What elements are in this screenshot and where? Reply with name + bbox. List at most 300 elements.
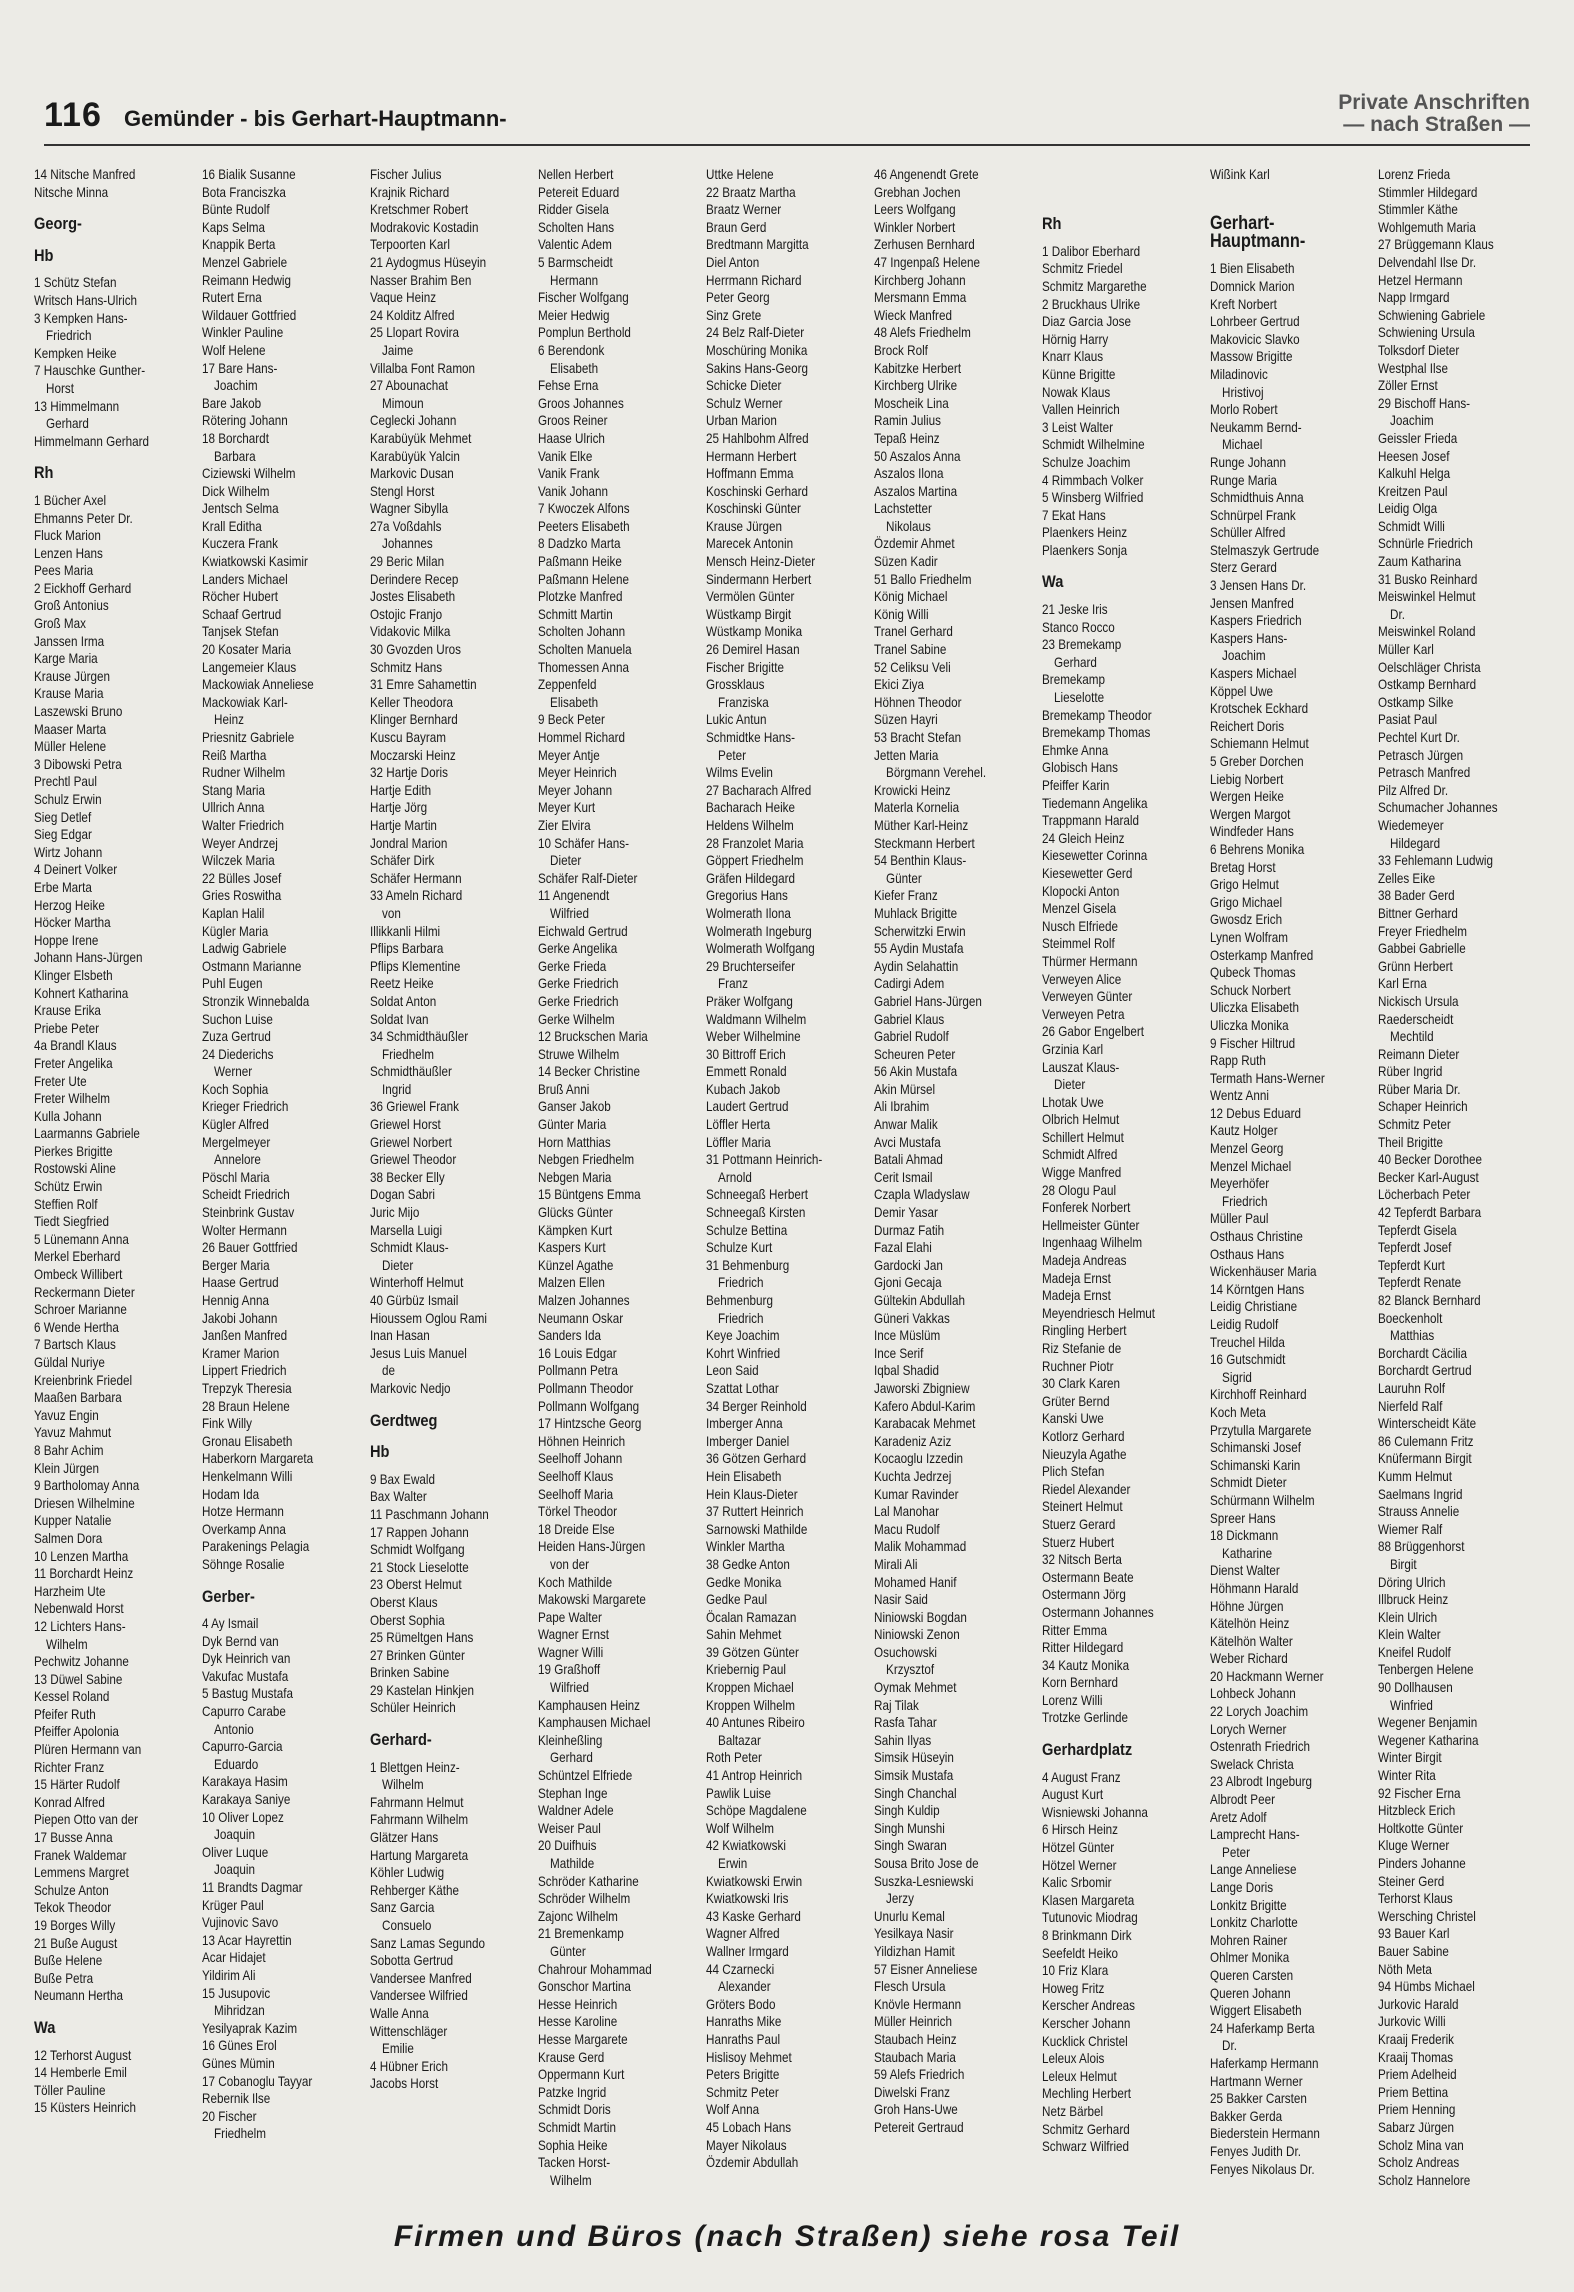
directory-entry: Kirchberg Ulrike — [874, 378, 958, 394]
directory-entry: Löffler Herta — [706, 1117, 771, 1133]
directory-entry: Glätzer Hans — [370, 1830, 439, 1846]
directory-entry: Höhmann Harald — [1210, 1580, 1299, 1596]
directory-entry: Löffler Maria — [706, 1134, 771, 1150]
directory-entry: Kuscu Bayram — [370, 730, 447, 745]
directory-entry: 33 Ameln Richard — [370, 888, 463, 904]
directory-entry: Priem Adelheid — [1378, 2067, 1457, 2083]
directory-entry: Gjoni Gecaja — [874, 1275, 942, 1291]
directory-column — [874, 166, 1010, 2226]
directory-entry: Schüler Heinrich — [370, 1700, 456, 1716]
directory-entry: Plaenkers Heinz — [1042, 525, 1128, 541]
directory-entry: Koschinski Günter — [706, 501, 801, 517]
directory-entry: Waldner Adele — [538, 1803, 614, 1819]
directory-entry: Diel Anton — [706, 254, 760, 270]
directory-entry: Gerke Frieda — [538, 958, 607, 974]
directory-entry: 40 Gürbüz Ismail — [370, 1293, 459, 1308]
directory-entry: 27a Voßdahls — [370, 518, 442, 534]
directory-entry: Pinders Johanne — [1378, 1856, 1466, 1871]
directory-entry: Kessel Roland — [34, 1689, 110, 1705]
directory-entry: Jondral Marion — [370, 835, 448, 851]
directory-entry: Klopocki Anton — [1042, 883, 1120, 899]
directory-entry: Wergen Heike — [1210, 789, 1284, 805]
directory-entry: Vidakovic Milka — [370, 624, 451, 640]
directory-entry: 2 Eickhoff Gerhard — [34, 580, 132, 596]
directory-entry: Menzel Michael — [1210, 1158, 1292, 1174]
directory-entry: Hanraths Mike — [706, 2014, 782, 2030]
directory-entry: Zuza Gertrud — [202, 1029, 271, 1045]
directory-entry: 53 Bracht Stefan — [874, 730, 962, 745]
directory-entry: Schmidt Wolfgang — [370, 1542, 465, 1558]
directory-entry: Jentsch Selma — [202, 501, 279, 517]
directory-entry: Kiesewetter Gerd — [1042, 865, 1133, 881]
directory-entry: Pfeiffer Karin — [1042, 778, 1110, 793]
entry-continuation: Jaime — [382, 342, 414, 358]
directory-entry: Wohlgemuth Maria — [1378, 219, 1476, 235]
directory-entry: 20 Hackmann Werner — [1210, 1668, 1324, 1684]
directory-entry: 4 Hübner Erich — [370, 2058, 448, 2074]
directory-entry: Madeja Andreas — [1042, 1253, 1127, 1269]
directory-entry: Wallner Irmgard — [706, 1943, 789, 1959]
directory-entry: Mohamed Hanif — [874, 1574, 957, 1590]
directory-entry: Gardocki Jan — [874, 1257, 943, 1273]
directory-entry: Sanz Garcia — [370, 1900, 435, 1916]
directory-entry: Gabriel Rudolf — [874, 1029, 949, 1045]
directory-entry: Höhnen Theodor — [874, 694, 962, 710]
directory-entry: Nieuzyla Agathe — [1042, 1446, 1127, 1462]
directory-entry: Sanders Ida — [538, 1328, 602, 1344]
directory-entry: Janßen Manfred — [202, 1328, 288, 1344]
directory-entry: Wilczek Maria — [202, 853, 275, 869]
directory-entry: Soldat Anton — [370, 993, 437, 1009]
directory-entry: 15 Küsters Heinrich — [34, 2100, 137, 2116]
entry-continuation: Hristivoj — [1222, 384, 1264, 400]
directory-entry: Nickisch Ursula — [1378, 993, 1459, 1009]
directory-entry: 17 Rappen Johann — [370, 1524, 469, 1540]
directory-entry: 54 Benthin Klaus- — [874, 853, 967, 869]
directory-entry: 36 Griewel Frank — [370, 1099, 460, 1115]
directory-entry: Winterhoff Helmut — [370, 1275, 464, 1291]
entry-continuation: Gerhard — [550, 1750, 593, 1766]
directory-entry: Hioussem Oglou Rami — [370, 1310, 487, 1326]
directory-entry: Kiesewetter Corinna — [1042, 848, 1148, 864]
directory-entry: 23 Oberst Helmut — [370, 1577, 462, 1593]
directory-entry: 7 Ekat Hans — [1042, 507, 1106, 523]
entry-continuation: Joaquin — [214, 1827, 255, 1843]
directory-entry: Singh Kuldip — [874, 1803, 940, 1819]
directory-entry: Hoffmann Emma — [706, 466, 794, 482]
directory-entry: Pawlik Luise — [706, 1785, 771, 1801]
directory-entry: Tanjsek Stefan — [202, 624, 279, 640]
directory-entry: Kretschmer Robert — [370, 202, 469, 218]
directory-entry: Paßmann Heike — [538, 554, 622, 570]
directory-entry: Haase Gertrud — [202, 1275, 279, 1291]
directory-entry: Kaspers Hans- — [1210, 630, 1288, 646]
directory-entry: Krause Maria — [34, 686, 104, 702]
directory-entry: 18 Dreide Else — [538, 1521, 615, 1537]
directory-entry: Mirali Ali — [874, 1556, 918, 1572]
directory-entry: Staubach Maria — [874, 2049, 956, 2065]
directory-entry: Nitsche Minna — [34, 184, 109, 200]
directory-entry: Günes Mümin — [202, 2055, 275, 2071]
directory-entry: Sieg Edgar — [34, 827, 92, 843]
directory-entry: Koch Sophia — [202, 1081, 269, 1097]
directory-entry: Borchardt Gertrud — [1378, 1363, 1472, 1379]
directory-entry: Nöth Meta — [1378, 1961, 1432, 1977]
directory-entry: 6 Berendonk — [538, 342, 605, 358]
directory-entry: 4a Brandl Klaus — [34, 1038, 117, 1054]
directory-entry: Pape Walter — [538, 1609, 602, 1625]
directory-entry: Schmidt Alfred — [1042, 1147, 1118, 1163]
directory-entry: Wiedemeyer — [1378, 817, 1444, 833]
entry-continuation: Sigrid — [1222, 1369, 1252, 1385]
directory-entry: Lorenz Willi — [1042, 1692, 1103, 1708]
entry-continuation: Wilhelm — [382, 1777, 424, 1793]
directory-entry: Schmidthuis Anna — [1210, 490, 1304, 506]
directory-entry: Törkel Theodor — [538, 1504, 618, 1520]
directory-entry: 24 Diederichs — [202, 1046, 274, 1062]
directory-entry: Marsella Luigi — [370, 1222, 443, 1238]
entry-continuation: von der — [550, 1556, 590, 1572]
directory-entry: Fischer Wolfgang — [538, 290, 629, 306]
directory-entry: 45 Lobach Hans — [706, 2119, 792, 2135]
directory-entry: Inan Hasan — [370, 1328, 430, 1344]
directory-entry: Nebgen Friedhelm — [538, 1152, 635, 1168]
directory-entry: Pierkes Brigitte — [34, 1143, 113, 1159]
directory-entry: Schmidt Martin — [538, 2119, 616, 2135]
directory-entry: Bax Walter — [370, 1489, 427, 1505]
directory-entry: Schmitz Friedel — [1042, 261, 1123, 277]
directory-entry: Leleux Alois — [1042, 2051, 1105, 2067]
directory-entry: 12 Terhorst August — [34, 2047, 132, 2063]
directory-entry: Osterkamp Manfred — [1210, 947, 1314, 963]
directory-entry: Petrasch Manfred — [1378, 765, 1471, 781]
directory-entry: Modrakovic Kostadin — [370, 219, 479, 235]
directory-entry: Gonschor Martina — [538, 1979, 631, 1995]
street-heading: Wa — [1042, 572, 1064, 592]
directory-entry: Laszewski Bruno — [34, 704, 123, 720]
directory-entry: Yesilkaya Nasir — [874, 1926, 954, 1942]
directory-entry: Tiedemann Angelika — [1042, 795, 1148, 811]
directory-entry: Schicke Dieter — [706, 378, 782, 394]
directory-entry: Schiemann Helmut — [1210, 736, 1309, 752]
street-heading: Hb — [34, 245, 54, 265]
directory-entry: 55 Aydin Mustafa — [874, 941, 964, 957]
directory-entry: Zier Elvira — [538, 817, 591, 833]
directory-entry: Kirchberg Johann — [874, 272, 966, 288]
directory-entry: Lohbeck Johann — [1210, 1686, 1296, 1702]
directory-entry: 26 Demirel Hasan — [706, 642, 800, 658]
directory-entry: Rasfa Tahar — [874, 1715, 937, 1731]
directory-entry: Menzel Gabriele — [202, 254, 288, 270]
directory-entry: Fink Willy — [202, 1416, 253, 1432]
directory-column — [706, 166, 842, 2226]
directory-entry: Yavuz Engin — [34, 1407, 99, 1423]
directory-entry: 9 Beck Peter — [538, 712, 605, 728]
directory-entry: Stronzik Winnebalda — [202, 993, 310, 1009]
directory-entry: 19 Borges Willy — [34, 1918, 116, 1933]
directory-entry: Ingenhaag Wilhelm — [1042, 1235, 1143, 1251]
directory-entry: 56 Akin Mustafa — [874, 1064, 958, 1080]
directory-entry: Ritter Emma — [1042, 1622, 1107, 1638]
directory-entry: Tepferdt Josef — [1378, 1240, 1452, 1256]
directory-entry: Maaser Marta — [34, 721, 107, 737]
directory-entry: 31 Emre Sahamettin — [370, 677, 477, 693]
entry-continuation: Mimoun — [382, 395, 424, 411]
entry-continuation: Friedhelm — [382, 1046, 435, 1062]
directory-entry: Mechling Herbert — [1042, 2086, 1132, 2102]
directory-entry: Henkelmann Willi — [202, 1468, 293, 1484]
directory-entry: Mayer Nikolaus — [706, 2137, 787, 2153]
directory-entry: Lamprecht Hans- — [1210, 1827, 1300, 1843]
directory-entry: Pechwitz Johanne — [34, 1654, 129, 1670]
directory-entry: Stengl Horst — [370, 483, 435, 499]
directory-entry: Ostojic Franjo — [370, 606, 443, 622]
directory-entry: Hartje Edith — [370, 782, 432, 798]
directory-entry: 10 Lenzen Martha — [34, 1548, 129, 1564]
directory-entry: Trappmann Harald — [1042, 813, 1140, 829]
directory-entry: Freter Wilhelm — [34, 1091, 111, 1107]
directory-entry: Müller Helene — [34, 739, 107, 755]
directory-entry: Schmitz Peter — [1378, 1117, 1451, 1133]
directory-entry: Söhnge Rosalie — [202, 1556, 285, 1572]
directory-entry: Morlo Robert — [1210, 402, 1278, 418]
directory-entry: Schneegaß Herbert — [706, 1187, 809, 1203]
directory-entry: Knüfermann Birgit — [1378, 1451, 1472, 1467]
directory-entry: 15 Härter Rudolf — [34, 1777, 120, 1793]
directory-entry: Präker Wolfgang — [706, 993, 793, 1009]
directory-entry: Pollmann Petra — [538, 1363, 618, 1379]
directory-entry: Neumann Hertha — [34, 1988, 124, 2004]
directory-entry: Acar Hidajet — [202, 1950, 266, 1966]
directory-entry: Scheidt Friedrich — [202, 1187, 290, 1203]
directory-entry: Meyerhöfer — [1210, 1176, 1270, 1192]
directory-entry: Heesen Josef — [1378, 448, 1450, 464]
directory-entry: Kätelhön Heinz — [1210, 1616, 1290, 1632]
directory-entry: Fahrmann Wilhelm — [370, 1812, 469, 1828]
directory-entry: Pollmann Theodor — [538, 1380, 634, 1396]
directory-entry: Kafero Abdul-Karim — [874, 1398, 976, 1414]
directory-entry: Plotzke Manfred — [538, 589, 623, 605]
directory-entry: Laudert Gertrud — [706, 1099, 789, 1115]
directory-column — [1042, 166, 1178, 2226]
entry-continuation: Michael — [1222, 437, 1263, 453]
entry-continuation: Nikolaus — [886, 518, 931, 534]
directory-entry: Hotze Hermann — [202, 1504, 284, 1520]
directory-entry: Schäfer Hermann — [370, 870, 462, 886]
directory-entry: Schulze Anton — [34, 1882, 109, 1898]
directory-entry: Vaque Heinz — [370, 290, 437, 306]
directory-entry: Plaenkers Sonja — [1042, 542, 1128, 558]
directory-entry: Kroppen Wilhelm — [706, 1697, 796, 1713]
directory-entry: Hartje Martin — [370, 817, 437, 833]
entry-continuation: Friedhelm — [214, 2126, 267, 2142]
directory-entry: Flesch Ursula — [874, 1979, 946, 1995]
directory-entry: Verweyen Günter — [1042, 989, 1133, 1005]
directory-entry: Kreft Norbert — [1210, 296, 1277, 312]
directory-entry: 11 Angenendt — [538, 888, 610, 904]
entry-continuation: Lieselotte — [1054, 690, 1105, 706]
directory-entry: Knappik Berta — [202, 237, 276, 253]
directory-entry: Pees Maria — [34, 563, 94, 579]
entry-continuation: Joachim — [214, 378, 258, 394]
directory-entry: Kramer Marion — [202, 1345, 280, 1361]
directory-entry: 10 Oliver Lopez — [202, 1809, 284, 1825]
directory-entry: Schröder Katharine — [538, 1873, 639, 1889]
directory-entry: 27 Brinken Günter — [370, 1647, 465, 1663]
directory-entry: 17 Cobanoglu Tayyar — [202, 2073, 313, 2089]
street-heading: Georg- — [34, 214, 82, 234]
directory-entry: Wolf Anna — [706, 2102, 760, 2118]
directory-entry: Osthaus Christine — [1210, 1229, 1303, 1245]
directory-entry: Pomplun Berthold — [538, 325, 631, 341]
directory-entry: Zajonc Wilhelm — [538, 1908, 618, 1924]
directory-entry: 7 Hauschke Gunther- — [34, 363, 146, 379]
directory-entry: Lippert Friedrich — [202, 1363, 287, 1379]
directory-entry: Künzel Agathe — [538, 1257, 614, 1273]
directory-entry: Reimann Hedwig — [202, 272, 292, 288]
directory-entry: Spreer Hans — [1210, 1510, 1276, 1526]
directory-entry: Steinert Helmut — [1042, 1499, 1123, 1515]
directory-entry: Höhne Jürgen — [1210, 1598, 1284, 1614]
directory-entry: 13 Himmelmann — [34, 398, 120, 414]
directory-entry: Lukic Antun — [706, 712, 767, 728]
entry-continuation: Barbara — [214, 448, 256, 464]
directory-entry: 29 Bischoff Hans- — [1378, 395, 1471, 411]
directory-entry: Stuerz Gerard — [1042, 1516, 1116, 1532]
page-header — [44, 92, 1530, 142]
directory-entry: Kupper Natalie — [34, 1513, 112, 1529]
directory-entry: Grigo Michael — [1210, 894, 1283, 910]
directory-entry: 21 Jeske Iris — [1042, 602, 1108, 618]
directory-entry: Wirtz Johann — [34, 844, 103, 860]
directory-entry: Riedel Alexander — [1042, 1481, 1131, 1497]
directory-entry: Süzen Kadir — [874, 554, 938, 570]
directory-entry: Gedke Monika — [706, 1574, 782, 1590]
directory-entry: 19 Graßhoff — [538, 1662, 601, 1678]
directory-entry: Ehmanns Peter Dr. — [34, 510, 133, 526]
directory-entry: 36 Götzen Gerhard — [706, 1451, 807, 1467]
entry-continuation: von — [382, 905, 401, 921]
directory-entry: Uliczka Elisabeth — [1210, 1000, 1300, 1016]
directory-entry: Scholten Manuela — [538, 642, 632, 658]
directory-entry: Johann Hans-Jürgen — [34, 950, 143, 966]
directory-entry: Wolmerath Wolfgang — [706, 941, 815, 957]
directory-column — [34, 166, 170, 2226]
directory-entry: Illikkanli Hilmi — [370, 923, 441, 939]
directory-entry: König Willi — [874, 606, 929, 622]
directory-entry: Scholten Hans — [538, 219, 615, 235]
entry-continuation: Hermann — [550, 272, 599, 288]
directory-entry: Brock Rolf — [874, 342, 928, 358]
directory-entry: Ullrich Anna — [202, 800, 265, 816]
directory-entry: Tolksdorf Dieter — [1378, 342, 1460, 358]
directory-entry: Ringling Herbert — [1042, 1323, 1127, 1339]
directory-entry: Scholz Andreas — [1378, 2155, 1460, 2171]
directory-entry: Grebhan Jochen — [874, 184, 961, 200]
directory-entry: 26 Gabor Engelbert — [1042, 1024, 1145, 1040]
directory-entry: Hitzbleck Erich — [1378, 1803, 1456, 1819]
directory-entry: Gabbei Gabrielle — [1378, 941, 1466, 957]
directory-entry: Imberger Anna — [706, 1416, 783, 1432]
directory-entry: Tekok Theodor — [34, 1900, 112, 1916]
directory-entry: Hellmeister Günter — [1042, 1217, 1140, 1233]
directory-entry: Paßmann Helene — [538, 571, 629, 587]
directory-entry: Fazal Elahi — [874, 1240, 932, 1256]
directory-entry: Hennig Anna — [202, 1293, 269, 1308]
directory-column — [1378, 166, 1514, 2226]
directory-entry: Swelack Christa — [1210, 1756, 1294, 1772]
directory-entry: Kumm Helmut — [1378, 1468, 1453, 1484]
directory-entry: Qubeck Thomas — [1210, 965, 1296, 981]
directory-entry: Lonkitz Brigitte — [1210, 1897, 1287, 1913]
directory-entry: 25 Bakker Carsten — [1210, 2091, 1307, 2107]
directory-entry: Rehberger Käthe — [370, 1882, 460, 1898]
entry-continuation: Mechtild — [1390, 1029, 1434, 1045]
directory-entry: Tutunovic Miodrag — [1042, 1910, 1138, 1926]
directory-entry: Künne Brigitte — [1042, 366, 1116, 382]
directory-entry: Howeg Fritz — [1042, 1980, 1105, 1996]
directory-entry: Kaspers Kurt — [538, 1240, 606, 1256]
directory-entry: 16 Günes Erol — [202, 2038, 277, 2054]
directory-entry: Lachstetter — [874, 501, 932, 517]
directory-entry: 31 Behmenburg — [706, 1257, 790, 1273]
directory-entry: Grossklaus — [706, 677, 765, 693]
directory-entry: Jacobs Horst — [370, 2076, 439, 2092]
directory-entry: Runge Maria — [1210, 472, 1277, 488]
directory-entry: Groh Hans-Uwe — [874, 2102, 958, 2118]
directory-entry: Wolter Hermann — [202, 1222, 287, 1238]
directory-entry: Jakobi Johann — [202, 1310, 278, 1326]
directory-entry: Klinger Elsbeth — [34, 967, 113, 983]
directory-entry: Tepferdt Gisela — [1378, 1222, 1457, 1238]
directory-entry: Batali Ahmad — [874, 1152, 943, 1168]
directory-entry: 46 Angenendt Grete — [874, 167, 979, 182]
directory-entry: Ostermann Johannes — [1042, 1604, 1154, 1620]
directory-entry: 18 Dickmann — [1210, 1528, 1279, 1544]
directory-entry: Griewel Norbert — [370, 1134, 452, 1150]
directory-entry: Löcherbach Peter — [1378, 1187, 1471, 1203]
entry-continuation: Jerzy — [886, 1891, 914, 1907]
directory-entry: Thürmer Hermann — [1042, 953, 1138, 969]
directory-entry: Moschüring Monika — [706, 342, 808, 358]
directory-entry: Kleinheßling — [538, 1732, 603, 1748]
directory-entry: Hommel Richard — [538, 730, 626, 745]
directory-entry: Ladwig Gabriele — [202, 941, 287, 957]
directory-entry: Winkler Martha — [706, 1539, 785, 1555]
directory-entry: Kwiatkowski Erwin — [706, 1873, 803, 1889]
directory-entry: Krowicki Heinz — [874, 782, 951, 798]
directory-entry: Sophia Heike — [538, 2137, 608, 2153]
directory-entry: Nasir Said — [874, 1592, 928, 1608]
directory-entry: 38 Bader Gerd — [1378, 888, 1455, 904]
directory-entry: 9 Bartholomay Anna — [34, 1478, 140, 1494]
directory-entry: Pechtel Kurt Dr. — [1378, 730, 1460, 745]
directory-entry: Valentic Adem — [538, 237, 612, 253]
directory-entry: Kroppen Michael — [706, 1680, 794, 1696]
directory-entry: 22 Lorych Joachim — [1210, 1704, 1309, 1720]
directory-entry: Winkler Pauline — [202, 325, 284, 341]
directory-entry: Lange Anneliese — [1210, 1862, 1297, 1878]
directory-entry: Hartje Jörg — [370, 800, 428, 816]
directory-entry: 25 Hahlbohm Alfred — [706, 430, 809, 446]
directory-entry: Krüger Paul — [202, 1897, 264, 1913]
directory-entry: Aydin Selahattin — [874, 958, 959, 974]
directory-entry: Stanco Rocco — [1042, 619, 1115, 635]
directory-entry: Villalba Font Ramon — [370, 360, 476, 376]
directory-entry: Sabarz Jürgen — [1378, 2119, 1455, 2135]
entry-continuation: Wilfried — [550, 1680, 590, 1696]
directory-entry: Napp Irmgard — [1378, 290, 1450, 306]
